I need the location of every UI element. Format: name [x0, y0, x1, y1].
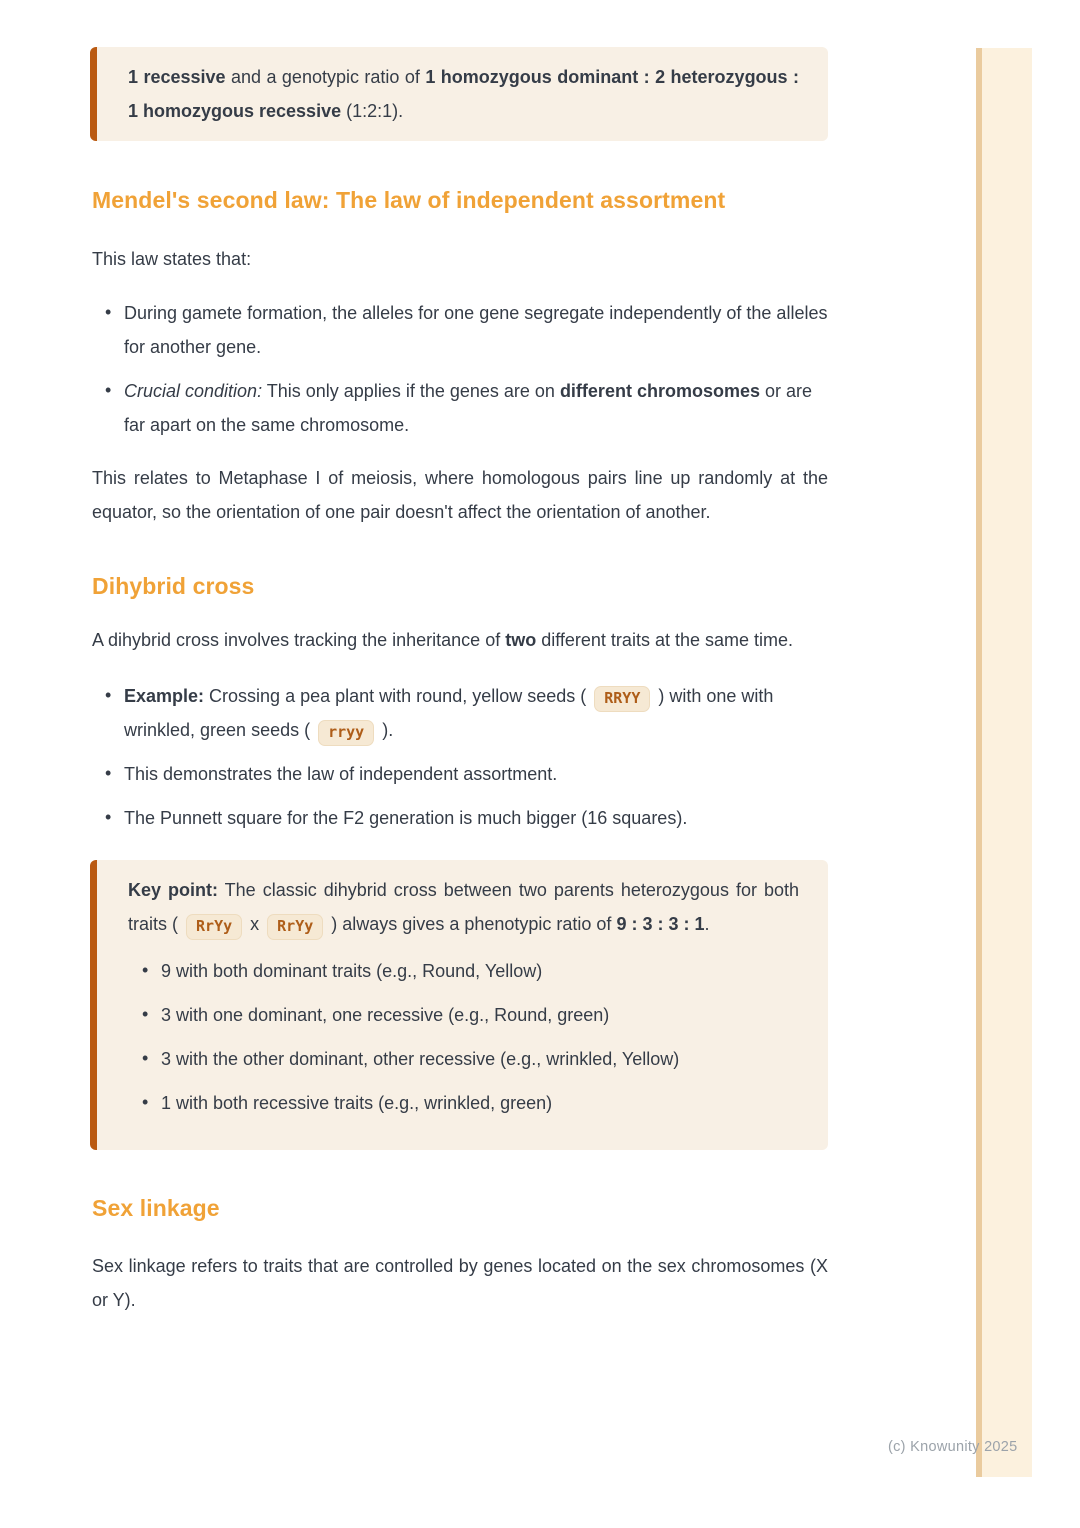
key-point-list [128, 954, 799, 1120]
list-item: • 1 with both recessive traits (e.g., wrinkled, green) [161, 1086, 799, 1120]
callout-key-point [90, 860, 828, 1150]
key-point-text: Key point: The classic dihybrid cross between two parents heterozygous for both traits ( RrYy x RrYy ) always gives a phenotypic ratio of 9 : 3 : 3 : 1. [128, 873, 799, 941]
dihybrid-list [92, 679, 828, 835]
list-item: • This demonstrates the law of independent assortment. [124, 757, 828, 791]
heading-second-law: Mendel's second law: The law of independent assortment [92, 187, 726, 213]
page-content [92, 0, 828, 1317]
list-item: • Example: Crossing a pea plant with round, yellow seeds ( RRYY ) with one with wrinkled, green seeds ( rryy ). [124, 679, 828, 747]
second-law-intro: This law states that: [92, 249, 252, 269]
sex-linkage-paragraph: Sex linkage refers to traits that are controlled by genes located on the sex chromosomes (X or Y). [92, 1256, 828, 1310]
list-item: • 3 with the other dominant, other recessive (e.g., wrinkled, Yellow) [161, 1042, 799, 1076]
list-item: • The Punnett square for the F2 generation is much bigger (16 squares). [124, 801, 828, 835]
heading-dihybrid-cross: Dihybrid cross [92, 573, 255, 599]
callout-text: 1 recessive and a genotypic ratio of 1 homozygous dominant : 2 heterozygous : 1 homozygous recessive (1:2:1). [128, 67, 799, 121]
list-item: • 9 with both dominant traits (e.g., Round, Yellow) [161, 954, 799, 988]
second-law-list [92, 296, 828, 442]
callout-genotypic-ratio [90, 47, 828, 141]
list-item: • 3 with one dominant, one recessive (e.g., Round, green) [161, 998, 799, 1032]
page-edge-strip [976, 48, 1032, 1477]
copyright-watermark: (c) Knowunity 2025 [888, 1439, 1018, 1455]
second-law-paragraph: This relates to Metaphase I of meiosis, where homologous pairs line up randomly at the equator, so the orientation of one pair doesn't affect the orientation of another. [92, 468, 828, 522]
heading-sex-linkage: Sex linkage [92, 1195, 220, 1221]
dihybrid-intro: A dihybrid cross involves tracking the inheritance of two different traits at the same time. [92, 630, 793, 650]
list-item: • Crucial condition: This only applies if the genes are on different chromosomes or are far apart on the same chromosome. [124, 374, 828, 442]
list-item: • During gamete formation, the alleles for one gene segregate independently of the alleles for another gene. [124, 296, 828, 364]
